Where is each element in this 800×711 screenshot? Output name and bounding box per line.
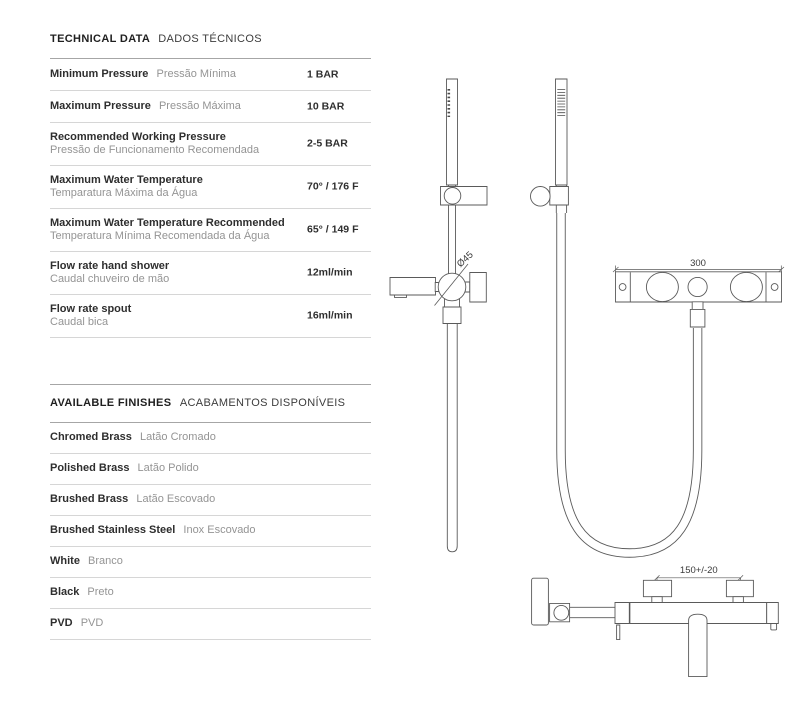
row-label-en: Minimum Pressure [50,68,149,80]
table-row [50,122,371,165]
drawing-front-view [390,79,487,552]
wall-mount [726,580,753,596]
row-label-pt: Pressão Mínima [156,68,236,80]
finish-row [50,546,371,577]
row-value: 10 BAR [307,100,345,112]
finish-label-en: Chromed Brass [50,431,132,443]
drawing-bottom-view [532,565,779,677]
row-value: 2-5 BAR [307,137,348,150]
finish-label-pt: Branco [88,555,123,567]
finish-label-en: PVD [50,617,73,629]
hose-outlet [688,277,707,296]
finish-label-pt: Preto [87,586,114,598]
wall-mount-neck [652,597,662,603]
row-label-en: Flow rate hand shower [50,260,170,272]
wall-mount [643,580,671,596]
drawing-side-view [531,79,698,553]
bar-width-dimension: 300 [690,258,706,269]
row-value: 12ml/min [307,266,353,279]
wall-mount-neck [733,597,743,603]
finish-label-pt: Latão Escovado [136,493,216,505]
spec-panel [50,33,371,640]
valve-knob [470,273,487,303]
row-value: 16ml/min [307,309,353,322]
hose-front [447,324,457,552]
holder-knob [444,188,461,205]
row-label-en: Recommended Working Pressure [50,131,226,143]
table-row [50,58,371,90]
technical-drawings [383,55,800,700]
available-finishes-heading-en: AVAILABLE FINISHES [50,397,172,409]
finish-label-pt: Inox Escovado [183,524,256,536]
row-label-pt: Pressão Máxima [158,100,241,112]
finish-label-pt: Latão Cromado [139,431,216,443]
hand-shower-front [447,79,458,185]
row-label-pt: Temperatura Mínima Recomendada da Água [50,230,270,242]
hand-shower-holder-body [532,578,549,625]
table-row [50,208,371,251]
row-value: 65° / 149 F [307,223,359,236]
technical-data-heading-pt: DADOS TÉCNICOS [158,33,262,45]
finish-row [50,422,371,453]
row-label-pt: Pressão de Funcionamento Recomendada [50,144,260,156]
section-divider [50,384,371,385]
hose-nut [443,307,461,324]
hose-curve-outline [561,213,698,553]
available-finishes-heading [50,397,371,409]
row-label-pt: Caudal chuveiro de mão [50,273,170,285]
outlet-neck [692,302,703,310]
spout-diameter-label: Ø45 [454,249,476,270]
row-label-en: Maximum Water Temperature Recommended [50,217,285,229]
technical-data-table [50,58,371,338]
technical-data-heading [50,33,371,45]
holder-knob-side [531,187,551,207]
row-label-pt: Temparatura Máxima da Água [50,187,198,199]
finish-label-pt: PVD [80,617,104,629]
drawing-top-view [613,258,784,327]
finish-row [50,515,371,546]
table-row [50,90,371,122]
diverter-lever [617,625,620,640]
holder-knob [554,605,569,620]
row-value: 1 BAR [307,68,339,80]
finish-label-pt: Latão Polido [137,462,199,474]
finish-label-en: Polished Brass [50,462,130,474]
finish-label-en: Black [50,586,80,598]
row-label-en: Flow rate spout [50,303,132,315]
table-row [50,294,371,337]
hose-curve-inner [561,213,698,553]
row-value: 70° / 176 F [307,180,359,193]
mixer-bar-endcap [767,603,779,624]
finish-label-en: White [50,555,80,567]
finish-row [50,577,371,608]
table-row [50,251,371,294]
valve-body [438,273,466,301]
holder-bracket-side [550,187,569,206]
row-label-pt: Caudal bica [50,316,109,328]
available-finishes-table [50,422,371,640]
finish-row [50,484,371,515]
tub-spout [689,614,707,676]
row-label-en: Maximum Water Temperature [50,174,203,186]
row-label-en: Maximum Pressure [50,100,151,112]
finish-label-en: Brushed Stainless Steel [50,524,176,536]
spout-aerator [395,295,407,297]
spout-front [390,278,436,296]
mount-distance-dimension: 150+/-20 [679,565,718,576]
technical-data-heading-en: TECHNICAL DATA [50,33,150,45]
table-row [50,165,371,208]
finish-row [50,608,371,639]
finish-row [50,453,371,484]
finish-label-en: Brushed Brass [50,493,129,505]
available-finishes-heading-pt: ACABAMENTOS DISPONÍVEIS [179,397,346,409]
endcap-nub [771,624,777,630]
outlet-nut [690,309,705,327]
